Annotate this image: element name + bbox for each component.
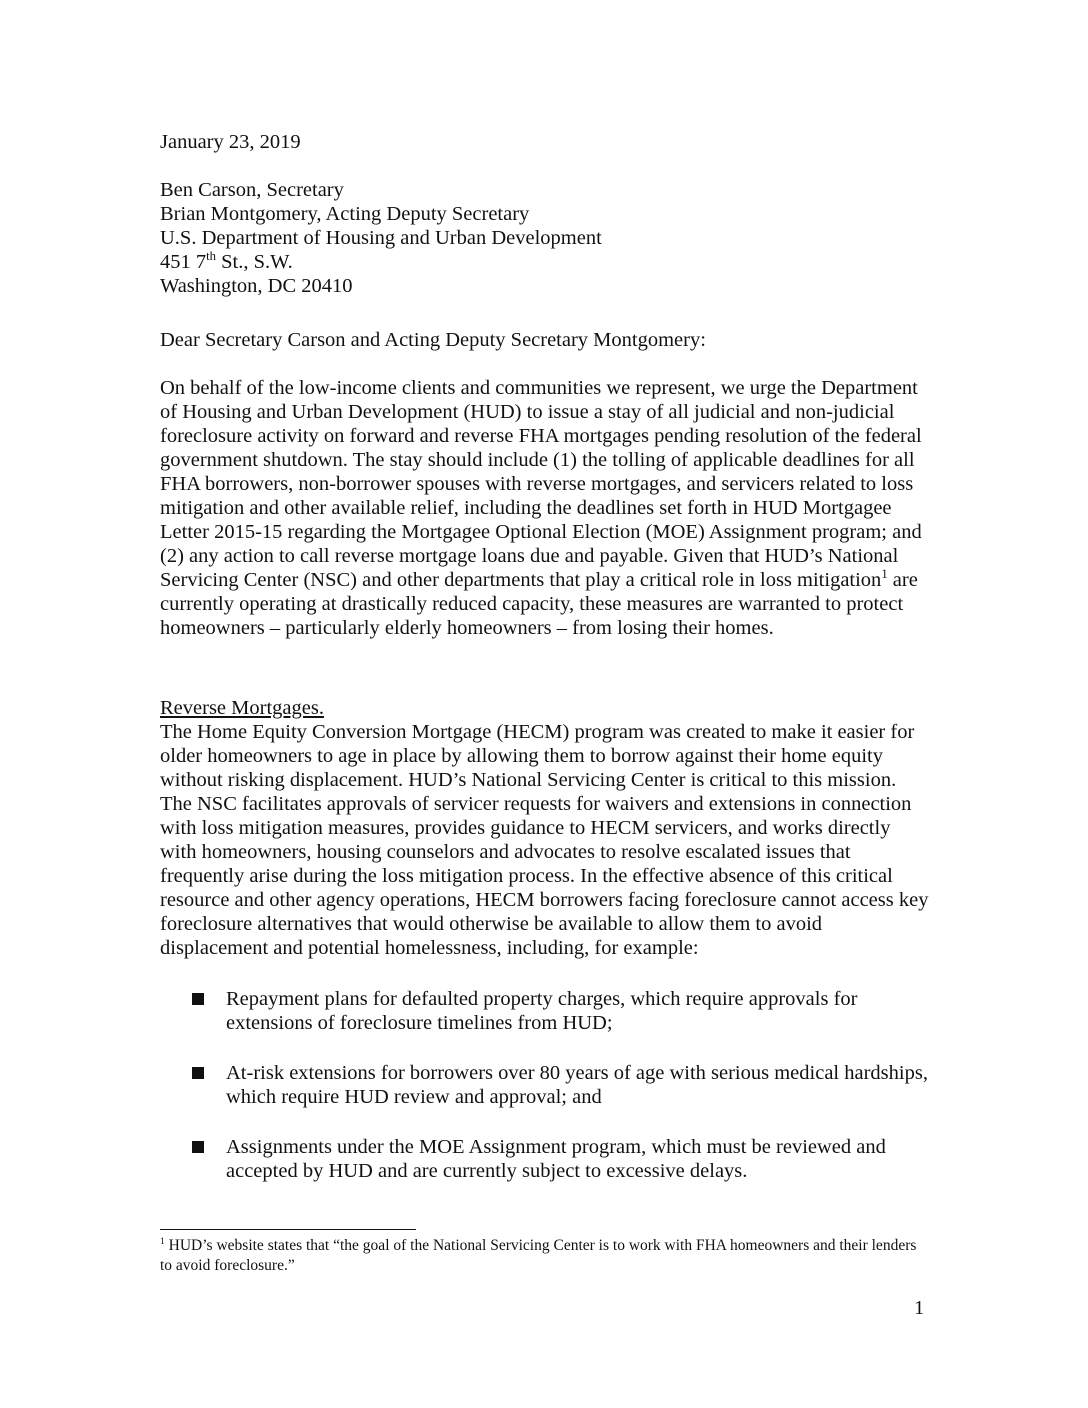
footnote-number: 1	[160, 1235, 165, 1247]
list-item-text: At-risk extensions for borrowers over 80 years of age with serious medical hardships, which require HUD review and approval; and	[226, 1062, 928, 1108]
reverse-mortgages-paragraph: The Home Equity Conversion Mortgage (HECM) program was created to make it easier for older homeowners to age in place by allowing them to borrow against their home equity without risking displacement. HUD’s National Servicing Center is critical to this mission. The NSC facilitates approvals of servicer requests for waivers and extensions in connection with loss mitigation measures, provides guidance to HECM servicers, and works directly with homeowners, housing counselors and advocates to resolve escalated issues that frequently arise during the loss mitigation process. In the effective absence of this critical resource and other agency operations, HECM borrowers facing foreclosure cannot access key foreclosure alternatives that would otherwise be available to allow them to avoid displacement and potential homelessness, including, for example:	[160, 721, 929, 959]
recipient-address-block	[160, 178, 930, 298]
foreclosure-alternatives-list	[160, 987, 930, 1209]
intro-paragraph	[160, 376, 930, 640]
list-item	[160, 987, 930, 1035]
square-bullet-icon	[192, 993, 204, 1005]
list-item	[160, 1061, 930, 1109]
list-item-text: Assignments under the MOE Assignment program, which must be reviewed and accepted by HUD and are currently subject to excessive delays.	[226, 1136, 886, 1182]
street-name: St., S.W.	[216, 251, 293, 273]
recipient-line-1: Ben Carson, Secretary	[160, 179, 344, 201]
footnote-divider	[160, 1229, 416, 1230]
section-heading-reverse-mortgages: Reverse Mortgages.	[160, 697, 324, 719]
list-item	[160, 1135, 930, 1183]
salutation: Dear Secretary Carson and Acting Deputy Secretary Montgomery:	[160, 329, 706, 351]
recipient-line-2: Brian Montgomery, Acting Deputy Secretary	[160, 203, 530, 225]
reverse-mortgages-section	[160, 696, 930, 960]
intro-paragraph-part-2: are currently operating at drastically reduced capacity, these measures are warranted to protect homeowners – particularly elderly homeowners – from losing their homes.	[160, 569, 918, 639]
square-bullet-icon	[192, 1067, 204, 1079]
footnote	[160, 1236, 930, 1276]
recipient-street-line	[160, 250, 930, 274]
page-number: 1	[914, 1297, 925, 1319]
square-bullet-icon	[192, 1141, 204, 1153]
footnote-reference: 1	[881, 567, 888, 582]
recipient-line-3: U.S. Department of Housing and Urban Development	[160, 227, 602, 249]
intro-paragraph-part-1: On behalf of the low-income clients and communities we represent, we urge the Department of Housing and Urban Development (HUD) to issue a stay of all judicial and non-judicial foreclosure activity on forward and reverse FHA mortgages pending resolution of the federal government shutdown. The stay should include (1) the tolling of applicable deadlines for all FHA borrowers, non-borrower spouses with reverse mortgages, and servicers related to loss mitigation and other available relief, including the deadlines set forth in HUD Mortgagee Letter 2015-15 regarding the Mortgagee Optional Election (MOE) Assignment program; and (2) any action to call reverse mortgage loans due and payable. Given that HUD’s National Servicing Center (NSC) and other departments that play a critical role in loss mitigation	[160, 377, 922, 591]
street-ordinal-suffix: th	[206, 249, 217, 264]
footnote-text: HUD’s website states that “the goal of the National Servicing Center is to work with FHA homeowners and their lenders to avoid foreclosure.”	[160, 1237, 917, 1274]
letter-date: January 23, 2019	[160, 131, 301, 153]
street-number: 451 7	[160, 251, 207, 273]
list-item-text: Repayment plans for defaulted property charges, which require approvals for extensions of foreclosure timelines from HUD;	[226, 988, 858, 1034]
recipient-city-line: Washington, DC 20410	[160, 275, 353, 297]
